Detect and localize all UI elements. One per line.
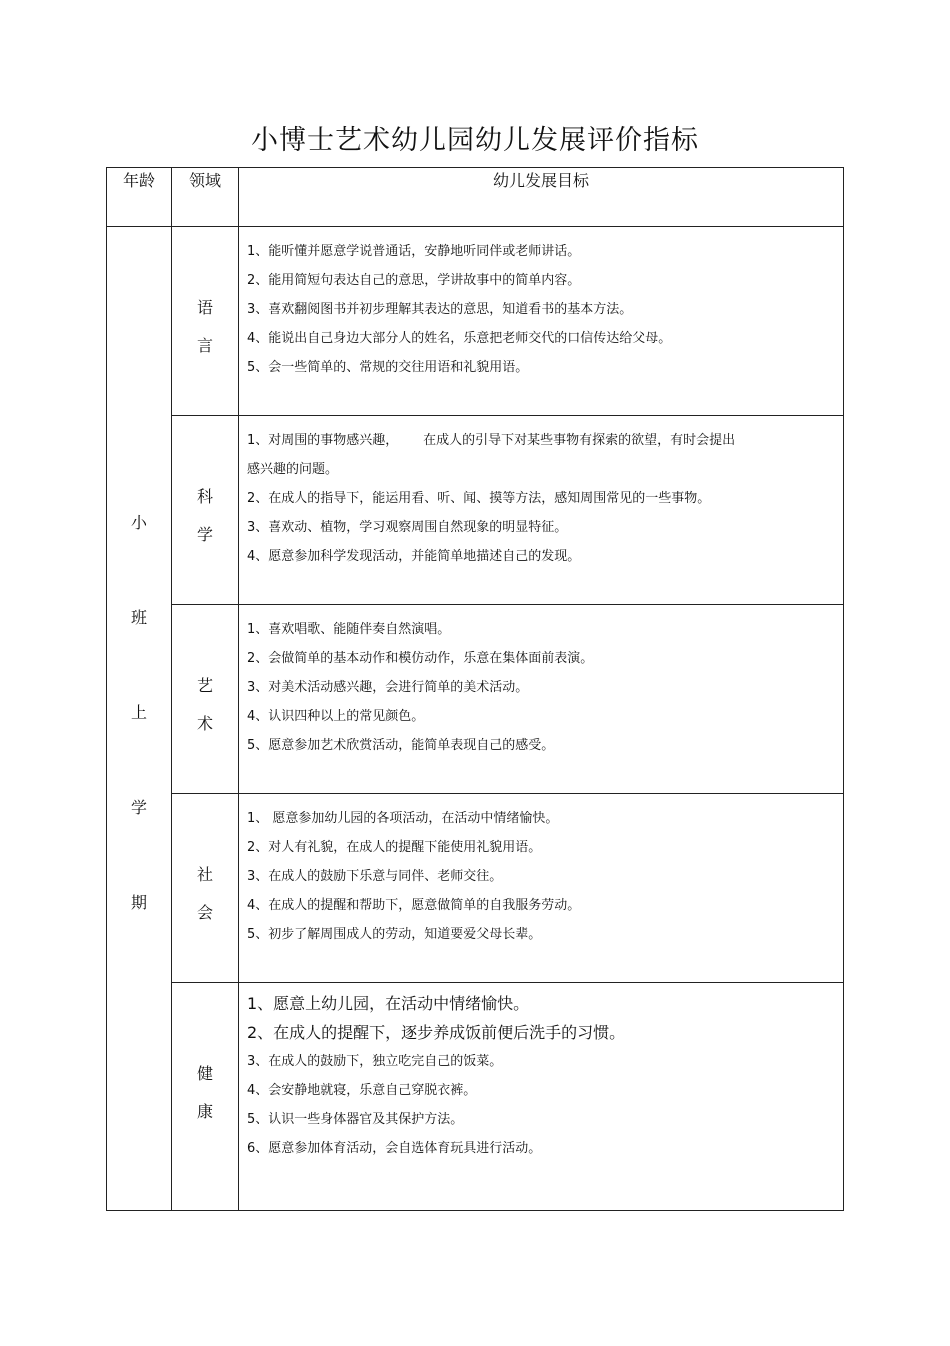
goal-item: 1、 愿意参加幼儿园的各项活动，在活动中情绪愉快。 [247,811,559,826]
goal-item: 5、会一些简单的、常规的交往用语和礼貌用语。 [247,360,529,375]
table-row [107,227,844,416]
goal-item: 1、愿意上幼儿园，在活动中情绪愉快。 [247,994,530,1013]
age-char: 期 [130,893,147,912]
goal-item: 6、愿意参加体育活动，会自选体育玩具进行活动。 [247,1141,542,1156]
goal-item: 2、会做简单的基本动作和模仿动作，乐意在集体面前表演。 [247,651,594,666]
goal-item: 5、初步了解周围成人的劳动，知道要爱父母长辈。 [247,927,542,942]
goals-cell-health [239,983,844,1211]
age-char: 学 [130,798,147,817]
goal-item: 3、在成人的鼓励下乐意与同伴、老师交往。 [247,869,503,884]
goal-item: 5、认识一些身体器官及其保护方法。 [247,1112,464,1127]
domain-char: 康 [196,1102,213,1121]
domain-cell-health [172,983,239,1211]
goal-item: 1、能听懂并愿意学说普通话，安静地听同伴或老师讲话。 [247,244,581,259]
domain-char: 艺 [196,676,213,695]
header-goals: 幼儿发展目标 [239,168,844,227]
goal-item: 1、喜欢唱歌、能随伴奏自然演唱。 [247,622,451,637]
goal-item: 5、愿意参加艺术欣赏活动，能简单表现自己的感受。 [247,738,555,753]
goal-item: 4、认识四种以上的常见颜色。 [247,709,425,724]
domain-char: 健 [196,1064,213,1083]
domain-cell-science [172,416,239,605]
goal-item: 4、愿意参加科学发现活动，并能简单地描述自己的发现。 [247,549,581,564]
page-title: 小博士艺术幼儿园幼儿发展评价指标 [251,125,699,156]
table-row [107,794,844,983]
age-char: 上 [130,703,147,722]
age-char: 班 [130,608,147,627]
goals-cell-science [239,416,844,605]
domain-cell-art [172,605,239,794]
goal-item: 3、喜欢翻阅图书并初步理解其表达的意思，知道看书的基本方法。 [247,302,633,317]
evaluation-table [106,167,844,1211]
goal-item: 4、能说出自己身边大部分人的姓名，乐意把老师交代的口信传达给父母。 [247,331,672,346]
goal-item: 3、在成人的鼓励下，独立吃完自己的饭菜。 [247,1054,503,1069]
domain-cell-language [172,227,239,416]
domain-char: 会 [196,903,213,922]
goal-item: 2、对人有礼貌，在成人的提醒下能使用礼貌用语。 [247,840,542,855]
header-domain: 领域 [172,168,239,227]
goals-cell-society [239,794,844,983]
goal-item: 3、对美术活动感兴趣，会进行简单的美术活动。 [247,680,529,695]
goal-item: 4、会安静地就寝，乐意自己穿脱衣裤。 [247,1083,477,1098]
table-row [107,605,844,794]
table-header-row [107,168,844,227]
domain-char: 术 [196,714,213,733]
domain-char: 科 [196,487,213,506]
goal-item: 2、能用简短句表达自己的意思，学讲故事中的简单内容。 [247,273,581,288]
domain-char: 社 [196,865,213,884]
domain-char: 语 [196,298,213,317]
goal-item: 1、对周围的事物感兴趣， 在成人的引导下对某些事物有探索的欲望，有时会提出 [247,433,736,448]
domain-cell-society [172,794,239,983]
age-cell [107,227,172,1211]
table-row [107,983,844,1211]
goals-cell-language [239,227,844,416]
goals-cell-art [239,605,844,794]
goal-item: 感兴趣的问题。 [247,462,339,477]
header-age: 年龄 [107,168,172,227]
age-char: 小 [130,513,147,532]
goal-item: 2、在成人的指导下，能运用看、听、闻、摸等方法，感知周围常见的一些事物。 [247,491,711,506]
goal-item: 3、喜欢动、植物，学习观察周围自然现象的明显特征。 [247,520,568,535]
domain-char: 言 [196,336,213,355]
goal-item: 2、在成人的提醒下，逐步养成饭前便后洗手的习惯。 [247,1023,626,1042]
domain-char: 学 [196,525,213,544]
table-row [107,416,844,605]
goal-item: 4、在成人的提醒和帮助下，愿意做简单的自我服务劳动。 [247,898,581,913]
